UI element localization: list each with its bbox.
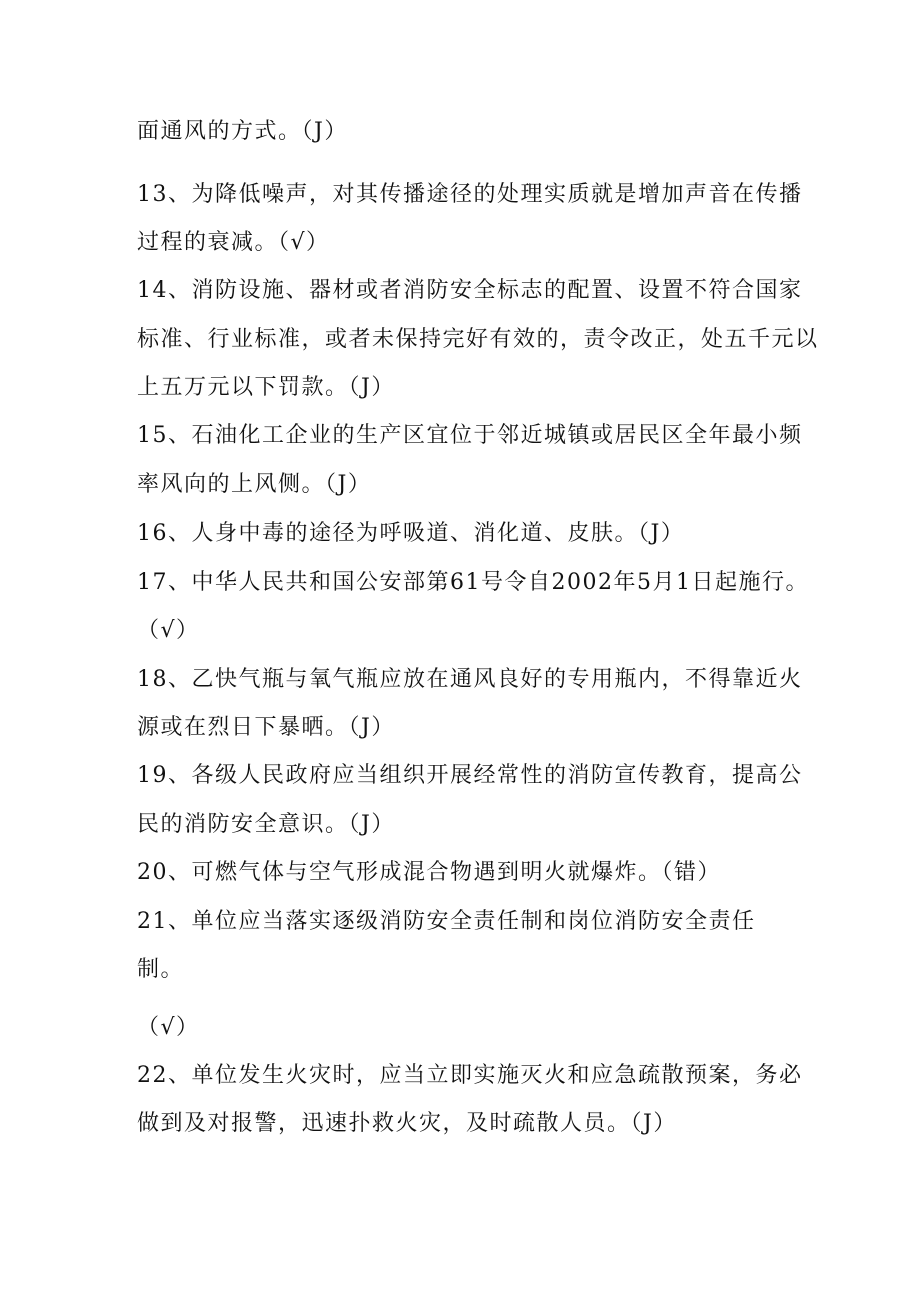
text-line: 20、可燃气体与空气形成混合物遇到明火就爆炸。（错） — [137, 860, 721, 885]
text-line: 过程的衰减。（√） — [137, 230, 330, 255]
text-line: 16、人身中毒的途径为呼吸道、消化道、皮肤。（J） — [137, 521, 685, 546]
text-line: （√） — [137, 1015, 200, 1040]
text-line: 上五万元以下罚款。（J） — [137, 375, 395, 400]
text-line: 21、单位应当落实逐级消防安全责任制和岗位消防安全责任 — [137, 909, 756, 934]
text-line: 17、中华人民共和国公安部第61号令自2002年5月1日起施行。 — [137, 570, 809, 595]
text-line: 率风向的上风侧。（J） — [137, 472, 372, 497]
text-line: 18、乙快气瓶与氧气瓶应放在通风良好的专用瓶内，不得靠近火 — [137, 667, 803, 692]
text-line: 15、石油化工企业的生产区宜位于邻近城镇或居民区全年最小频 — [137, 423, 803, 448]
text-line: 民的消防安全意识。（J） — [137, 812, 395, 837]
text-line: 14、消防设施、器材或者消防安全标志的配置、设置不符合国家 — [137, 278, 803, 303]
text-line: 面通风的方式。（J） — [137, 119, 348, 144]
text-line: 做到及对报警，迅速扑救火灾，及时疏散人员。（J） — [137, 1111, 677, 1136]
text-line: 22、单位发生火灾时，应当立即实施灭火和应急疏散预案，务必 — [137, 1063, 803, 1088]
text-line: 制。 — [137, 957, 185, 982]
text-line: 标准、行业标准，或者未保持完好有效的，责令改正，处五千元以 — [137, 327, 819, 352]
text-line: （√） — [137, 618, 200, 643]
text-line: 13、为降低噪声，对其传播途径的处理实质就是增加声音在传播 — [137, 182, 803, 207]
text-line: 源或在烈日下暴晒。（J） — [137, 715, 395, 740]
text-line: 19、各级人民政府应当组织开展经常性的消防宣传教育，提高公 — [137, 763, 803, 788]
